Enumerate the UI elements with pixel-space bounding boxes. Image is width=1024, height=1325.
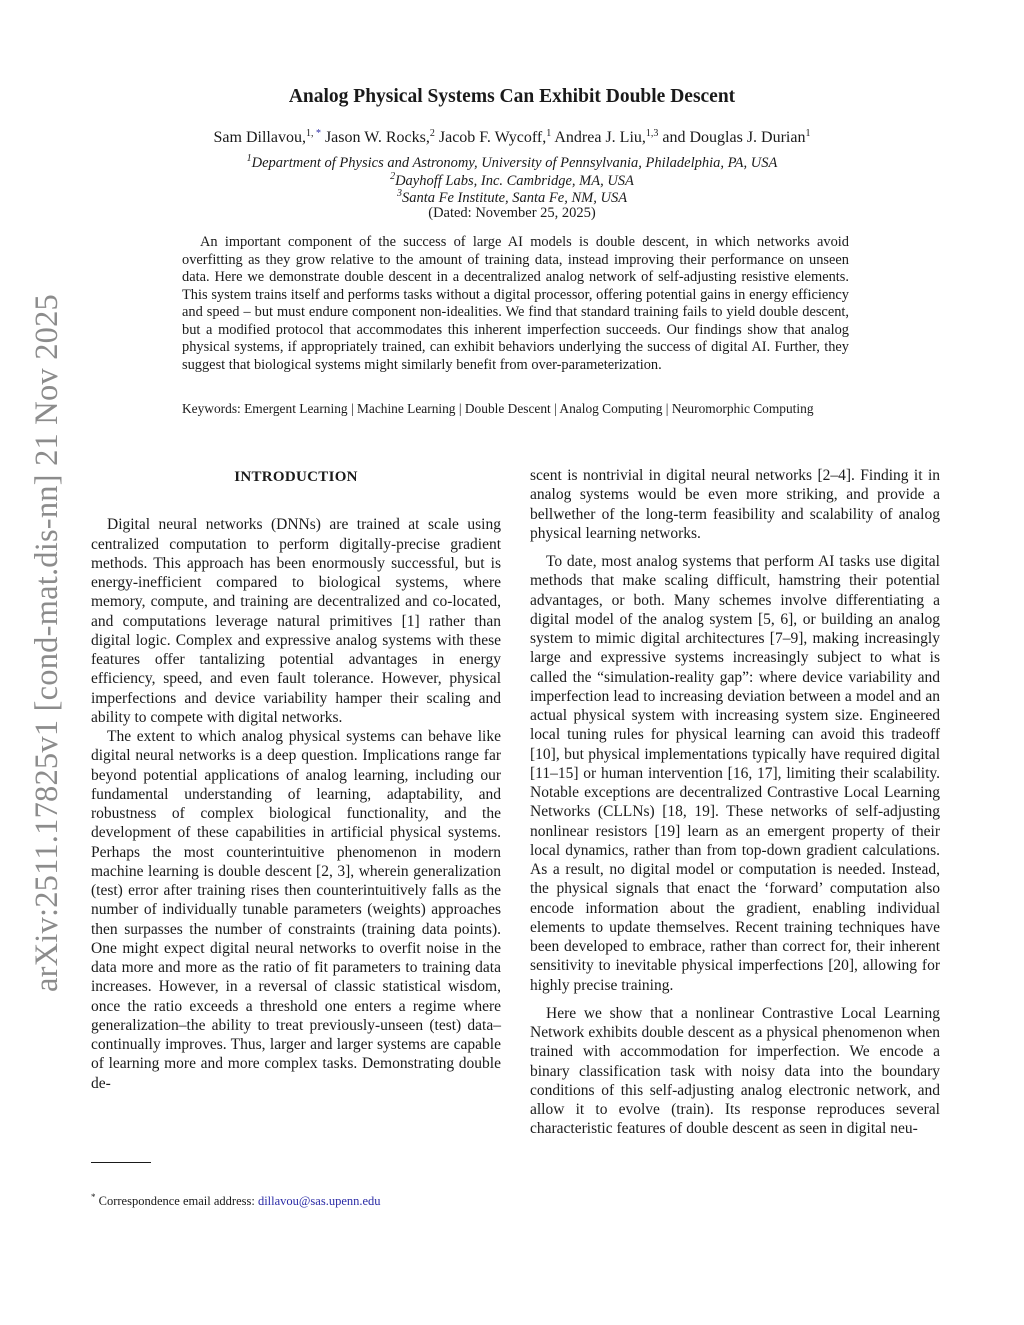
arxiv-watermark bbox=[20, 248, 75, 1038]
affiliation-mark: 2 bbox=[390, 171, 396, 182]
arxiv-id: arXiv:2511.17825v1 [cond-mat.dis-nn] 21 Nov 2025 bbox=[29, 293, 65, 993]
paragraph: Here we show that a nonlinear Contrastive Local Learning Network exhibits double descent as a physical phenomenon when trained with accommodation for imperfection. We encode a binary classification task with noisy data into the boundary conditions of this self-adjusting analog electronic network, and allow it to evolve (train). Its response reproduces several characteristic features of double descent as seen in digital neu- bbox=[530, 1004, 940, 1138]
footnote-label: Correspondence email address: bbox=[95, 1194, 258, 1209]
author-affiliation-mark: 1,3 bbox=[645, 128, 659, 139]
author-affiliation-mark: 1 bbox=[805, 128, 811, 139]
footnote bbox=[91, 1192, 511, 1209]
affiliation-text: Dayhoff Labs, Inc. Cambridge, MA, USA bbox=[395, 173, 634, 189]
affiliation-text: Department of Physics and Astronomy, University of Pennsylvania, Philadelphia, PA, USA bbox=[251, 155, 778, 171]
section-heading: INTRODUCTION bbox=[234, 469, 358, 485]
left-column bbox=[91, 466, 501, 1093]
author-name: Jason W. Rocks, bbox=[324, 129, 430, 146]
abstract: An important component of the success of large AI models is double descent, in which networks avoid overfitting as they grow relative to the amount of training data, instead improving their performance on unseen data. Here we demonstrate double descent in a decentralized analog network of self-adjusting resistive elements. This system trains itself and performs tasks without a digital processor, offering potential gains in energy efficiency and speed – but must endure component non-idealities. We find that standard training fails to yield double descent, but a modified protocol that accommodates this inherent imperfection succeeds. Our findings show that analog physical systems, if appropriately trained, can exhibit behaviors underlying the success of digital AI. Further, they suggest that biological systems might similarly benefit from over-parameterization. bbox=[182, 234, 849, 373]
author-name: Andrea J. Liu, bbox=[554, 129, 646, 146]
author-name: and Douglas J. Durian bbox=[662, 129, 806, 146]
correspondence-mark[interactable]: * bbox=[315, 128, 321, 139]
author-affiliation-mark: 1, bbox=[305, 128, 316, 139]
affiliation-text: Santa Fe Institute, Santa Fe, NM, USA bbox=[401, 190, 628, 206]
email-link[interactable]: dillavou@sas.upenn.edu bbox=[257, 1194, 381, 1209]
paragraph: Digital neural networks (DNNs) are trained at scale using centralized computation to perform digitally-precise gradient methods. This approach has been enormously successful, but is energy-inefficient compared to biological systems, where memory, compute, and training are decentralized and co-located, and computations leverage natural primitives [1] rather than digital logic. Complex and expressive analog systems with these features offer tantalizing potential advantages in energy efficiency, speed, and even fault tolerance. However, physical imperfections and device variability hamper their scaling and ability to compete with digital networks. bbox=[91, 516, 501, 726]
right-column bbox=[530, 466, 940, 1139]
paragraph: The extent to which analog physical systems can behave like digital neural networks is a deep question. Implications range far beyond potential applications of analog learning, including our fundamental understanding of learning, adaptability, and robustness of complex biological functionality, and the development of these capabilities in artificial physical systems. Perhaps the most counterintuitive phenomenon in modern machine learning is double descent [2, 3], wherein generalization (test) error after training rises then counterintuitively falls as the number of individually tunable parameters (weights) approaches then surpasses the number of constraints (training data points). One might expect digital neural networks to overfit noise in the data more and more as the ratio of fit parameters to training data increases. However, in a reversal of classic statistical wisdom, once the ratio exceeds a threshold one enters a regime where generalization–the ability to treat previously-unseen (test) data–continually improves. Thus, larger and larger systems are capable of learning more and more complex tasks. Demonstrating double de- bbox=[91, 728, 501, 1092]
paragraph: scent is nontrivial in digital neural networks [2–4]. Finding it in analog systems would be even more striking, and provide a bellwether of the long-term feasibility and scalability of analog physical learning networks. bbox=[530, 467, 940, 542]
keywords: Keywords: Emergent Learning | Machine Learning | Double Descent | Analog Computing | Neuromorphic Computing bbox=[182, 401, 814, 416]
affiliation-mark: 1 bbox=[246, 153, 252, 164]
paper-title: Analog Physical Systems Can Exhibit Double Descent bbox=[288, 86, 736, 107]
paragraph: To date, most analog systems that perform AI tasks use digital methods that make scaling difficult, hamstring their potential advantages, or both. Many schemes involve differentiating a digital model of the analog system [5, 6], or building an analog system to mimic digital architectures [7–9], making increasingly large and expressive systems increasingly subject to what is called the “simulation-reality gap”: where device variability and imperfection lead to increasing deviation between a model and an actual physical system with increasing system size. Engineered local tuning rules for physical learning can avoid this tradeoff [10], but physical implementations typically have required digital [11–15] or human intervention [16, 17], limiting their scalability. Notable exceptions are decentralized Contrastive Local Learning Networks (CLLNs) [18, 19]. These networks of self-adjusting nonlinear resistors [19] learn as an emergent property of their local dynamics, rather than from top-down gradient calculations. As a result, no digital model or computation is needed. Instead, the physical signals that enact the ‘forward’ computation also encode information about the gradient, enabling individual elements to update themselves. Recent training techniques have been developed to embrace, rather than correct for, their inherent sensitivity to inevitable physical imperfections [20], allowing for highly precise training. bbox=[530, 553, 940, 994]
date-line: (Dated: November 25, 2025) bbox=[428, 205, 596, 221]
footnote-divider bbox=[91, 1162, 151, 1163]
author-name: Jacob F. Wycoff, bbox=[438, 129, 547, 146]
author-name: Sam Dillavou, bbox=[213, 129, 306, 146]
author-list bbox=[0, 128, 1024, 147]
author-affiliation-mark: 1 bbox=[546, 128, 552, 139]
affiliation bbox=[0, 153, 1024, 172]
affiliation-mark: 3 bbox=[396, 188, 402, 199]
author-affiliation-mark: 2 bbox=[429, 128, 435, 139]
footnote-marker: * bbox=[91, 1192, 96, 1202]
